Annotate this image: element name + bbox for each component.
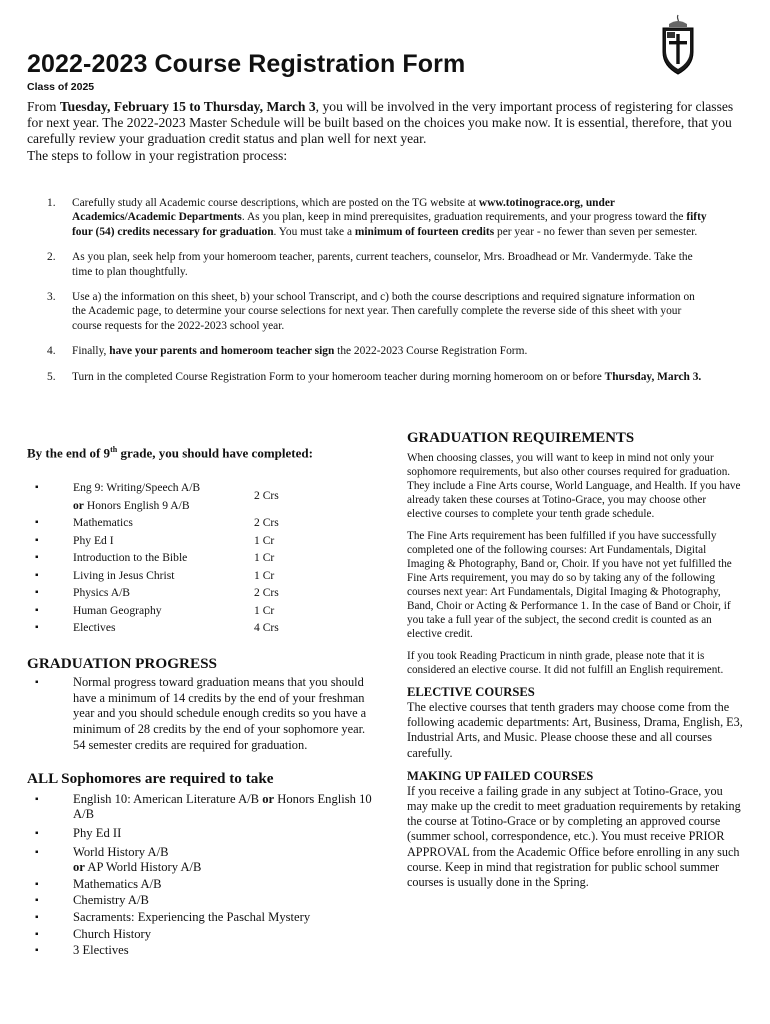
list-item: ▪ Chemistry A/B xyxy=(35,893,149,908)
elective-courses-text: The elective courses that tenth graders may choose come from the following academic departments: Art, Business, Drama, English, E3, Industrial Arts, and Music. Please choose these and all courses carefully. xyxy=(407,700,743,760)
ninth-grade-heading: By the end of 9th grade, you should have completed: xyxy=(27,445,313,461)
list-item: ▪ Introduction to the Bible 1 Cr xyxy=(35,551,275,565)
list-item: ▪ World History A/B or AP World History A/B xyxy=(35,844,202,875)
list-item: ▪ English 10: American Literature A/B or Honors English 10 A/B xyxy=(35,791,372,822)
step-item: 1. Carefully study all Academic course descriptions, which are posted on the TG website at www.totinograce.org, under Academics/Academic Departments. As you plan, keep in mind prerequisites, graduation requirements, and your progress toward the fifty four (54) credits necessary for graduation. You must take a minimum of fourteen credits per year - no fewer than seven per semester. xyxy=(47,197,707,238)
list-item: ▪ Mathematics A/B xyxy=(35,876,162,891)
sophomore-requirements xyxy=(27,792,377,959)
step-item: 5. Turn in the completed Course Registration Form to your homeroom teacher during morning homeroom on or before Thursday, March 3. xyxy=(47,370,702,383)
list-item: ▪ Human Geography 1 Cr xyxy=(35,603,275,617)
steps-lead: The steps to follow in your registration process: xyxy=(27,147,288,163)
left-column xyxy=(27,445,377,960)
step-item: 3. Use a) the information on this sheet, b) your school Transcript, and c) both the course descriptions and required signature information on the Academic page, to determine your course selections for next year. Then carefully complete the reverse side of this sheet with your course requests for the 2022-2023 school year. xyxy=(47,291,695,332)
graduation-progress-heading: GRADUATION PROGRESS xyxy=(27,654,218,672)
list-item: ▪ Phy Ed I 1 Cr xyxy=(35,533,275,547)
step-item: 2. As you plan, seek help from your homeroom teacher, parents, current teachers, counselor, Mrs. Broadhead or Mr. Vandermyde. Take the time to plan thoughtfully. xyxy=(47,251,693,278)
failed-courses-text: If you receive a failing grade in any subject at Totino-Grace, you may make up the credit to meet graduation requirements by retaking the course at Totino-Grace or by completing an approved course (summer school, correspondence, etc.). You must receive PRIOR APPROVAL from the Academic Office before enrolling in any such course. Keep in mind that registration for public school summer courses is usually done in the Spring. xyxy=(407,783,741,890)
list-item: ▪ Eng 9: Writing/Speech A/B or Honors English 9 A/B 2 Crs xyxy=(35,481,279,512)
ninth-grade-requirements xyxy=(27,479,377,637)
list-item: ▪ Phy Ed II xyxy=(35,826,122,840)
step-item: 4. Finally, have your parents and homeroom teacher sign the 2022-2023 Course Registration Form. xyxy=(47,345,528,358)
page-title: 2022-2023 Course Registration Form xyxy=(27,50,466,78)
reading-practicum-paragraph: If you took Reading Practicum in ninth grade, please note that it is considered an elective course. It did not fulfill an English requirement. xyxy=(407,650,724,676)
failed-courses-heading: MAKING UP FAILED COURSES xyxy=(407,768,594,783)
graduation-requirements-heading: GRADUATION REQUIREMENTS xyxy=(407,430,635,446)
list-item: ▪ Mathematics 2 Crs xyxy=(35,516,279,530)
list-item: ▪ Church History xyxy=(35,926,152,941)
list-item: ▪ Physics A/B 2 Crs xyxy=(35,586,279,600)
list-item: ▪ 3 Electives xyxy=(35,943,129,958)
right-column xyxy=(407,430,743,898)
list-item: ▪ Living in Jesus Christ 1 Cr xyxy=(35,568,275,582)
elective-courses-heading: ELECTIVE COURSES xyxy=(407,685,535,699)
school-crest-icon xyxy=(660,14,696,76)
list-item: ▪ Sacraments: Experiencing the Paschal Mystery xyxy=(35,909,311,924)
sophomore-heading: ALL Sophomores are required to take xyxy=(27,769,274,787)
class-year: Class of 2025 xyxy=(27,81,95,93)
intro-paragraph: From Tuesday, February 15 to Thursday, March 3, you will be involved in the very important process of registering for classes for next year. The 2022-2023 Master Schedule will be built based on the choices you make now. It is essential, therefore, that you carefully review your graduation credit status and plan well for next year. The steps to follow in your registration process: xyxy=(27,99,734,163)
grad-req-paragraph: When choosing classes, you will want to keep in mind not only your sophomore requirements, but also other courses required for graduation. They include a Fine Arts course, World Language, and Health. If you have already taken these courses at Totino-Grace, you may choose other elective courses to complete your tenth grade schedule. xyxy=(407,452,741,520)
registration-steps xyxy=(47,196,707,395)
graduation-progress-list xyxy=(27,675,377,754)
list-item: ▪ Normal progress toward graduation means that you should have a minimum of 14 credits by the end of your freshman year and you should schedule enough credits so you have a minimum of 28 credits by the end of your sophomore year. 54 semester credits are required for graduation. xyxy=(35,674,367,753)
fine-arts-paragraph: The Fine Arts requirement has been fulfilled if you have successfully completed one of the following courses: Art Fundamentals, Digital Imaging & Photography, Band or, Choir. If you have not yet fulfilled the Fine Arts requirement, you may do so by taking any of the following courses next year: Art Fundamentals, Digital Imaging & Photography, Band, Choir or Acting & Performance 1. In the case of Band or Choir, if you take a full year of the subject, the second credit is counted as an elective credit. xyxy=(407,530,732,640)
list-item: ▪ Electives 4 Crs xyxy=(35,621,279,635)
